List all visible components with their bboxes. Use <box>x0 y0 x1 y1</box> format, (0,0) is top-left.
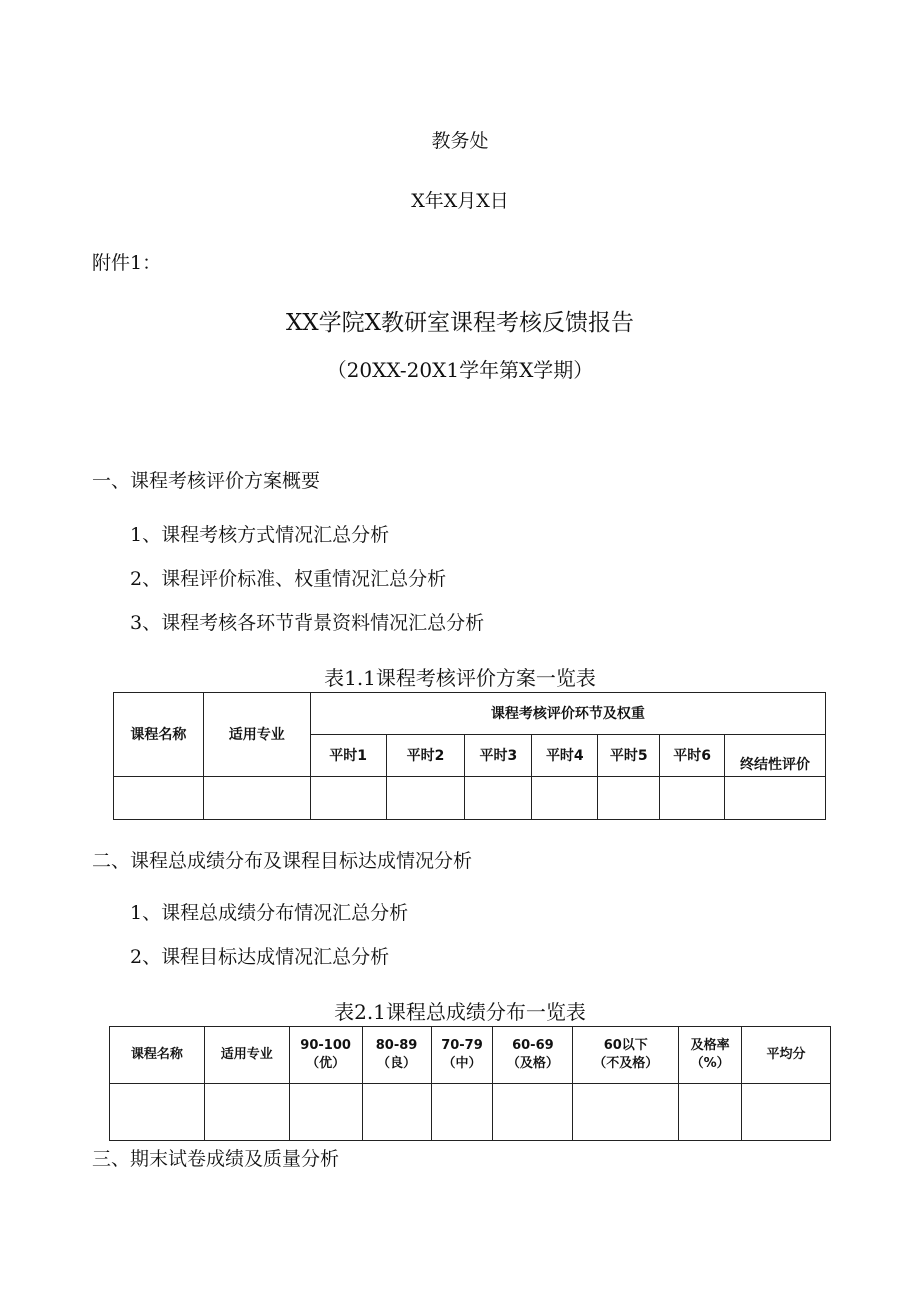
table-cell <box>114 777 204 820</box>
table1-caption: 表1.1课程考核评价方案一览表 <box>324 666 596 690</box>
report-subtitle: （20XX-20X1学年第X学期） <box>326 358 594 382</box>
table-cell <box>573 1084 679 1141</box>
table-cell <box>203 777 310 820</box>
table-row <box>114 777 826 820</box>
section1-item: 2、课程评价标准、权重情况汇总分析 <box>130 568 447 590</box>
section1-item: 3、课程考核各环节背景资料情况汇总分析 <box>130 612 485 634</box>
table-cell <box>742 1084 831 1141</box>
table-cell <box>289 1084 362 1141</box>
table-cell <box>660 777 725 820</box>
col-header-pass: 60-69 （及格） <box>493 1027 573 1084</box>
table-row <box>110 1084 831 1141</box>
col-header-major: 适用专业 <box>204 1027 289 1084</box>
table-cell <box>204 1084 289 1141</box>
col-header-pass-rate: 及格率 （%） <box>679 1027 742 1084</box>
col-header-regular-6: 平时6 <box>660 735 725 777</box>
col-header-summative: 终结性评价 <box>725 735 826 777</box>
col-header-excellent: 90-100 （优） <box>289 1027 362 1084</box>
table-cell <box>598 777 660 820</box>
col-header-major: 适用专业 <box>203 693 310 777</box>
col-header-regular-2: 平时2 <box>386 735 465 777</box>
grade-distribution-table <box>109 1026 831 1141</box>
col-header-course: 课程名称 <box>110 1027 205 1084</box>
col-header-regular-4: 平时4 <box>532 735 598 777</box>
office-name: 教务处 <box>431 130 489 152</box>
table2-caption: 表2.1课程总成绩分布一览表 <box>334 1000 586 1024</box>
section2-heading: 二、课程总成绩分布及课程目标达成情况分析 <box>92 850 473 872</box>
table-cell <box>310 777 386 820</box>
assessment-plan-table <box>113 692 826 820</box>
table-cell <box>386 777 465 820</box>
attachment-label: 附件1： <box>92 252 162 274</box>
section1-item: 1、课程考核方式情况汇总分析 <box>130 524 390 546</box>
table-cell <box>725 777 826 820</box>
table-cell <box>493 1084 573 1141</box>
col-header-regular-3: 平时3 <box>465 735 532 777</box>
table-cell <box>431 1084 493 1141</box>
table-cell <box>362 1084 431 1141</box>
table-cell <box>532 777 598 820</box>
document-date: X年X月X日 <box>411 190 509 212</box>
report-title: XX学院X教研室课程考核反馈报告 <box>285 310 635 336</box>
table-cell <box>465 777 532 820</box>
col-header-regular-5: 平时5 <box>598 735 660 777</box>
section2-item: 2、课程目标达成情况汇总分析 <box>130 946 390 968</box>
section2-item: 1、课程总成绩分布情况汇总分析 <box>130 902 409 924</box>
col-header-regular-1: 平时1 <box>310 735 386 777</box>
col-header-fail: 60以下 （不及格） <box>573 1027 679 1084</box>
table-cell <box>110 1084 205 1141</box>
col-header-good: 80-89 （良） <box>362 1027 431 1084</box>
col-header-group: 课程考核评价环节及权重 <box>310 693 825 735</box>
col-header-medium: 70-79 （中） <box>431 1027 493 1084</box>
section3-heading: 三、期末试卷成绩及质量分析 <box>92 1148 340 1170</box>
col-header-average: 平均分 <box>742 1027 831 1084</box>
section1-heading: 一、课程考核评价方案概要 <box>92 470 321 492</box>
table-cell <box>679 1084 742 1141</box>
col-header-course: 课程名称 <box>114 693 204 777</box>
